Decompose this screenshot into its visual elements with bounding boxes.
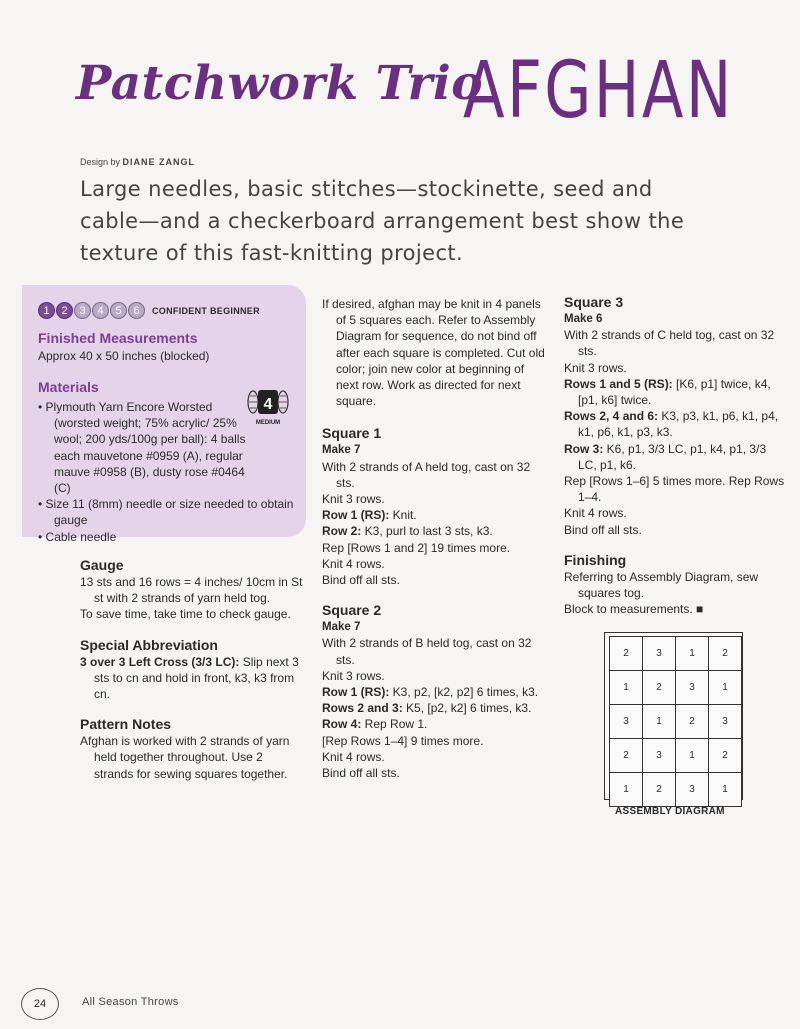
instruction-line xyxy=(322,507,550,523)
grid-cell: 3 xyxy=(643,637,676,671)
instruction-line xyxy=(322,765,550,781)
square-2-heading: Square 2 xyxy=(322,602,382,619)
gauge-text: 13 sts and 16 rows = 4 inches/ 10cm in St st with 2 strands of yarn held tog. xyxy=(80,575,303,606)
instruction-line xyxy=(564,327,786,359)
row-label: Row 4: xyxy=(322,717,362,732)
instruction-line xyxy=(564,408,786,440)
row-text: [Rep Rows 1–4] 9 times more. xyxy=(322,733,484,748)
instruction-line xyxy=(322,716,550,732)
abbrev-term: 3 over 3 Left Cross (3/3 LC): xyxy=(80,654,240,669)
column-3 xyxy=(564,294,786,617)
skill-level xyxy=(38,302,260,319)
instruction-line xyxy=(322,572,550,588)
row-text: Knit 4 rows. xyxy=(322,749,385,764)
instruction-line xyxy=(322,700,550,716)
row-text: Knit 3 rows. xyxy=(322,492,385,507)
row-text: K5, [p2, k2] 6 times, k3. xyxy=(402,701,532,716)
grid-cell: 1 xyxy=(709,773,742,807)
row-text: Knit 4 rows. xyxy=(322,556,385,571)
skill-dot: 6 xyxy=(128,302,145,319)
instruction-line xyxy=(322,491,550,507)
row-text: With 2 strands of A held tog, cast on 32 sts. xyxy=(322,459,531,490)
materials-heading: Materials xyxy=(38,379,99,395)
list-item: • Cable needle xyxy=(38,529,300,545)
square-2-make: Make 7 xyxy=(322,621,361,634)
row-text: K3, p3, k1, p6, k1, p4, k1, p6, k1, p3, k3. xyxy=(578,409,779,440)
row-text: Rep [Rows 1 and 2] 19 times more. xyxy=(322,540,511,555)
row-text: Knit 3 rows. xyxy=(564,360,627,375)
row-label: Rows 1 and 5 (RS): xyxy=(564,376,673,391)
grid-cell: 3 xyxy=(709,705,742,739)
grid-cell: 1 xyxy=(643,705,676,739)
column-1 xyxy=(80,557,308,782)
grid-cell: 2 xyxy=(676,705,709,739)
grid-cell: 1 xyxy=(676,739,709,773)
instruction-line xyxy=(564,522,786,538)
grid-cell: 2 xyxy=(643,671,676,705)
square-3-make: Make 6 xyxy=(564,313,603,325)
row-text: [K6, p1] twice, k4, [p1, k6] twice. xyxy=(578,376,771,408)
finishing-heading: Finishing xyxy=(564,551,627,568)
designer-name: DIANE ZANGL xyxy=(122,157,196,167)
instruction-line xyxy=(564,441,786,473)
row-text: Bind off all sts. xyxy=(322,573,400,588)
finishing-line: Block to measurements. ■ xyxy=(564,602,704,617)
row-text: K3, p2, [k2, p2] 6 times, k3. xyxy=(389,685,539,700)
grid-row xyxy=(610,671,742,705)
skill-dot: 3 xyxy=(74,302,91,319)
instruction-line xyxy=(564,376,786,408)
instruction-line xyxy=(322,459,550,491)
abbrev-heading: Special Abbreviation xyxy=(80,636,218,653)
grid-cell: 1 xyxy=(676,637,709,671)
book-title: All Season Throws xyxy=(82,996,179,1008)
gauge-heading: Gauge xyxy=(80,557,124,573)
title-script: Patchwork Trio xyxy=(76,56,484,111)
grid-cell: 1 xyxy=(610,671,643,705)
grid-row xyxy=(610,739,742,773)
grid-cell: 2 xyxy=(709,637,742,671)
panels-text: If desired, afghan may be knit in 4 panels of 5 squares each. Refer to Assembly Diagram for sequence, do not bind off after each square is completed. Cut old color; join new color at beginning of next row. Work as directed for next square. xyxy=(322,297,545,409)
list-item: • Size 11 (8mm) needle or size needed to obtain gauge xyxy=(38,496,300,528)
finished-heading: Finished Measurements xyxy=(38,330,198,346)
grid-cell: 3 xyxy=(643,739,676,773)
yarn-weight-icon xyxy=(246,387,290,427)
grid-cell: 1 xyxy=(709,671,742,705)
skill-dot: 5 xyxy=(110,302,127,319)
intro-text: Large needles, basic stitches—stockinette, seed and cable—and a checkerboard arrangement best show the texture of this fast-knitting project. xyxy=(80,177,685,265)
row-text: K6, p1, 3/3 LC, p1, k4, p1, 3/3 LC, p1, k6. xyxy=(578,441,767,472)
assembly-grid xyxy=(609,636,742,807)
instruction-line xyxy=(322,684,550,700)
grid-row xyxy=(610,773,742,807)
grid-cell: 3 xyxy=(676,773,709,807)
grid-cell: 2 xyxy=(709,739,742,773)
grid-row xyxy=(610,637,742,671)
row-text: K3, purl to last 3 sts, k3. xyxy=(361,524,493,539)
assembly-caption: ASSEMBLY DIAGRAM xyxy=(615,806,725,817)
notes-heading: Pattern Notes xyxy=(80,716,172,733)
skill-dot: 4 xyxy=(92,302,109,319)
instruction-line xyxy=(322,556,550,572)
grid-cell: 3 xyxy=(610,705,643,739)
grid-row xyxy=(610,705,742,739)
grid-cell: 2 xyxy=(643,773,676,807)
instruction-line xyxy=(564,360,786,376)
grid-cell: 3 xyxy=(676,671,709,705)
list-item: • Plymouth Yarn Encore Worsted (worsted weight; 75% acrylic/ 25% wool; 200 yds/100g per ball): 4 balls each mauvetone #0959 (A), regular mauve #0958 (B), dusty rose #0464 (C) xyxy=(38,399,300,496)
row-text: Knit 4 rows. xyxy=(564,506,627,521)
title-caps: AFGHAN xyxy=(463,46,734,136)
grid-cell: 2 xyxy=(610,637,643,671)
row-text: Bind off all sts. xyxy=(564,522,642,537)
skill-dot: 1 xyxy=(38,302,55,319)
instruction-line xyxy=(322,733,550,749)
page-number: 24 xyxy=(21,988,59,1020)
row-label: Rows 2 and 3: xyxy=(322,701,403,716)
instruction-line xyxy=(322,635,550,667)
notes-text: Afghan is worked with 2 strands of yarn held together throughout. Use 2 strands for sewing squares together. xyxy=(80,734,290,781)
square-1-make: Make 7 xyxy=(322,444,361,457)
grid-cell: 2 xyxy=(610,739,643,773)
finished-text: Approx 40 x 50 inches (blocked) xyxy=(38,349,210,363)
column-2 xyxy=(322,296,550,781)
instruction-line xyxy=(322,668,550,684)
skill-dot: 2 xyxy=(56,302,73,319)
gauge-note: To save time, take time to check gauge. xyxy=(80,607,291,622)
instruction-line xyxy=(322,540,550,556)
byline xyxy=(80,157,195,167)
yarn-weight-label: MEDIUM xyxy=(255,420,281,426)
instruction-line xyxy=(322,749,550,765)
skill-level-label: CONFIDENT BEGINNER xyxy=(152,305,260,316)
row-label: Row 1 (RS): xyxy=(322,685,390,700)
row-text: Rep [Rows 1–6] 5 times more. Rep Rows 1–4. xyxy=(564,474,785,505)
row-text: With 2 strands of C held tog, cast on 32 sts. xyxy=(564,328,775,359)
row-text: Rep Row 1. xyxy=(361,717,428,732)
square-3-heading: Square 3 xyxy=(564,294,624,310)
instruction-line xyxy=(564,505,786,521)
row-label: Rows 2, 4 and 6: xyxy=(564,409,659,424)
byline-prefix: Design by xyxy=(80,157,121,167)
row-label: Row 1 (RS): xyxy=(322,508,390,523)
row-text: Knit. xyxy=(389,508,417,523)
instruction-line xyxy=(322,523,550,539)
row-text: With 2 strands of B held tog, cast on 32 sts. xyxy=(322,636,532,667)
row-label: Row 2: xyxy=(322,524,362,539)
instruction-line xyxy=(564,473,786,505)
abbrev-entry xyxy=(80,654,308,703)
finishing-line: Referring to Assembly Diagram, sew squares tog. xyxy=(564,569,759,601)
row-label: Row 3: xyxy=(564,441,604,456)
row-text: Bind off all sts. xyxy=(322,766,400,781)
row-text: Knit 3 rows. xyxy=(322,668,385,683)
abbrev-definition: Slip next 3 sts to cn and hold in front, k3, k3 from cn. xyxy=(94,654,299,702)
square-1-heading: Square 1 xyxy=(322,425,382,442)
grid-cell: 1 xyxy=(610,773,643,807)
yarn-weight-number: 4 xyxy=(263,396,273,413)
